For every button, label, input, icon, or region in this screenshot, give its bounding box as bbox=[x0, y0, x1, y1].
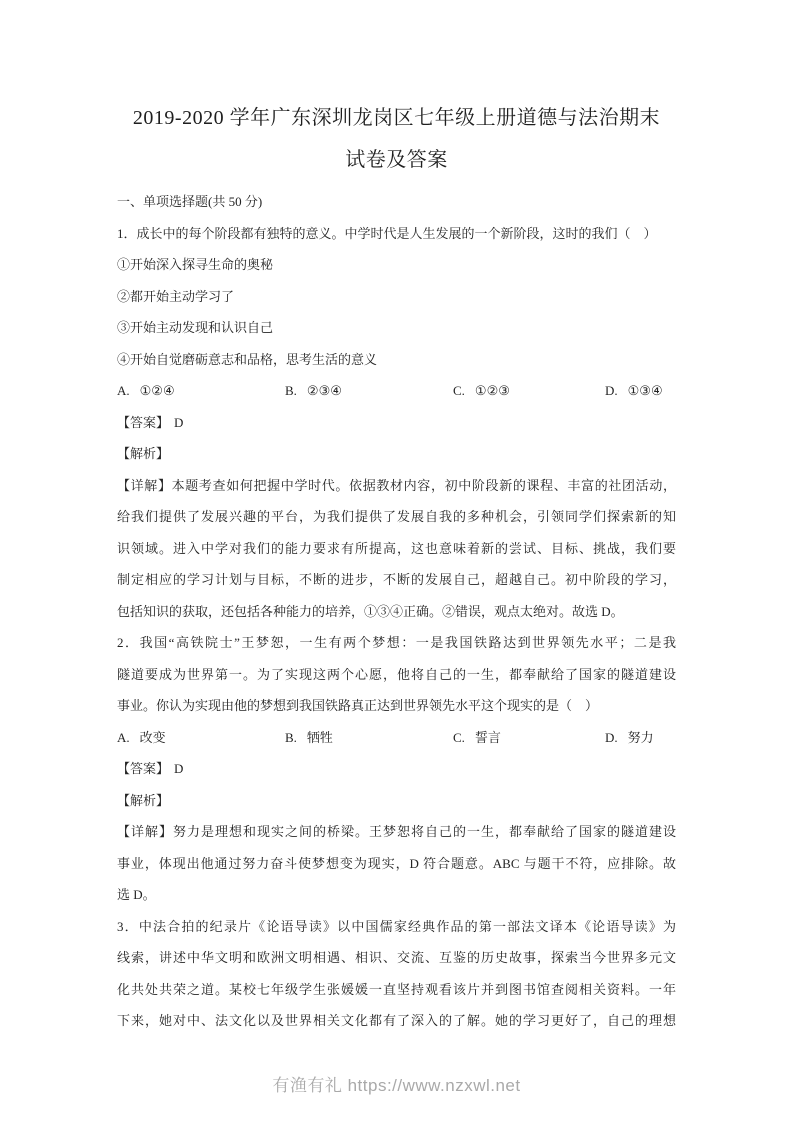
question-2-stem-line: 隧道要成为世界第一。为了实现这两个心愿，他将自己的一生，都奉献给了国家的隧道建设 bbox=[117, 666, 676, 682]
section-heading: 一、单项选择题(共 50 分) bbox=[117, 194, 263, 209]
question-2-detail-line: 【详解】努力是理想和现实之间的桥梁。王梦恕将自己的一生，都奉献给了国家的隧道建设 bbox=[117, 824, 676, 839]
answer-label: 【答案】 bbox=[117, 761, 170, 776]
option-label: B. bbox=[285, 383, 297, 398]
option-text: 改变 bbox=[139, 729, 166, 745]
question-1-option-a bbox=[117, 375, 285, 407]
question-1-option-b bbox=[285, 375, 453, 407]
footer-watermark: 有渔有礼 https://www.nzxwl.net bbox=[272, 1076, 521, 1095]
page-title bbox=[0, 0, 793, 181]
option-label: C. bbox=[453, 383, 465, 398]
title-line-2: 试卷及答案 bbox=[345, 149, 448, 171]
question-1-option-d bbox=[605, 375, 676, 407]
question-2-options bbox=[117, 722, 676, 754]
question-2-detail-line: 选 D。 bbox=[117, 887, 156, 902]
option-text: 誓言 bbox=[474, 729, 501, 745]
question-3-stem-line: 3．中法合拍的纪录片《论语导读》以中国儒家经典作品的第一部法文译本《论语导读》为 bbox=[117, 918, 676, 934]
question-1-analysis-label: 【解析】 bbox=[117, 446, 170, 461]
question-1-detail-line: 包括知识的获取，还包括各种能力的培养，①③④正确。②错误，观点太绝对。故选 D。 bbox=[117, 603, 624, 619]
question-2-detail-line: 事业，体现出他通过努力奋斗使梦想变为现实，D 符合题意。ABC 与题干不符，应排除。故 bbox=[117, 855, 676, 871]
option-label: B. bbox=[285, 729, 297, 745]
question-1-detail-line: 给我们提供了发展兴趣的平台，为我们提供了发展自我的多种机会，引领同学们探索新的知 bbox=[117, 509, 676, 524]
option-text: ①③④ bbox=[627, 383, 663, 398]
option-label: C. bbox=[453, 729, 465, 745]
question-1-detail-line: 制定相应的学习计划与目标，不断的进步，不断的发展自己，超越自己。初中阶段的学习， bbox=[117, 572, 676, 587]
question-1-item-2: ②都开始主动学习了 bbox=[117, 288, 235, 304]
question-1 bbox=[117, 218, 676, 628]
option-text: 牺牲 bbox=[306, 729, 333, 745]
question-2 bbox=[117, 627, 676, 911]
option-label: D. bbox=[605, 729, 618, 745]
question-3-stem-line: 线索，讲述中华文明和欧洲文明相遇、相识、交流、互鉴的历史故事，探索当今世界多元文 bbox=[117, 950, 676, 965]
answer-label: 【答案】 bbox=[117, 414, 170, 430]
answer-value: D bbox=[174, 761, 184, 776]
option-label: D. bbox=[605, 383, 618, 398]
question-1-detail-line: 识领域。进入中学对我们的能力要求有所提高，这也意味着新的尝试、目标、挑战，我们要 bbox=[117, 540, 676, 556]
question-1-answer bbox=[117, 407, 676, 439]
question-1-option-c bbox=[453, 375, 605, 407]
title-line-1: 2019-2020 学年广东深圳龙岗区七年级上册道德与法治期末 bbox=[132, 107, 661, 129]
question-2-option-d bbox=[605, 722, 676, 754]
option-text: ①②④ bbox=[139, 383, 175, 398]
question-1-item-4: ④开始自觉磨砺意志和品格，思考生活的意义 bbox=[117, 351, 378, 367]
question-1-stem: 1．成长中的每个阶段都有独特的意义。中学时代是人生发展的一个新阶段，这时的我们（ ） bbox=[117, 225, 657, 241]
question-3-stem-line: 化共处共荣之道。某校七年级学生张媛媛一直坚持观看该片并到图书馆查阅相关资料。一年 bbox=[117, 981, 676, 997]
question-1-item-1: ①开始深入探寻生命的奥秘 bbox=[117, 257, 274, 272]
question-2-stem-line: 2．我国“高铁院士”王梦恕，一生有两个梦想：一是我国铁路达到世界领先水平；二是我 bbox=[117, 635, 676, 650]
question-2-option-a bbox=[117, 722, 285, 754]
question-3-stem-line: 下来，她对中、法文化以及世界相关文化都有了深入的了解。她的学习更好了，自己的理想 bbox=[117, 1013, 676, 1028]
question-3 bbox=[117, 911, 676, 1037]
question-1-detail-line: 【详解】本题考查如何把握中学时代。依据教材内容，初中阶段新的课程、丰富的社团活动， bbox=[117, 477, 676, 493]
option-text: ①②③ bbox=[474, 383, 510, 398]
question-2-option-c bbox=[453, 722, 605, 754]
question-1-options bbox=[117, 375, 676, 407]
document-body bbox=[117, 186, 676, 1037]
question-2-stem-line: 事业。你认为实现由他的梦想到我国铁路真正达到世界领先水平这个现实的是（ ） bbox=[117, 698, 599, 713]
answer-value: D bbox=[174, 414, 184, 430]
question-1-item-3: ③开始主动发现和认识自己 bbox=[117, 320, 274, 335]
option-label: A. bbox=[117, 729, 130, 745]
option-text: 努力 bbox=[627, 729, 654, 745]
question-2-analysis-label: 【解析】 bbox=[117, 792, 170, 808]
question-2-option-b bbox=[285, 722, 453, 754]
question-2-answer bbox=[117, 753, 676, 785]
option-label: A. bbox=[117, 383, 130, 398]
option-text: ②③④ bbox=[306, 383, 342, 398]
